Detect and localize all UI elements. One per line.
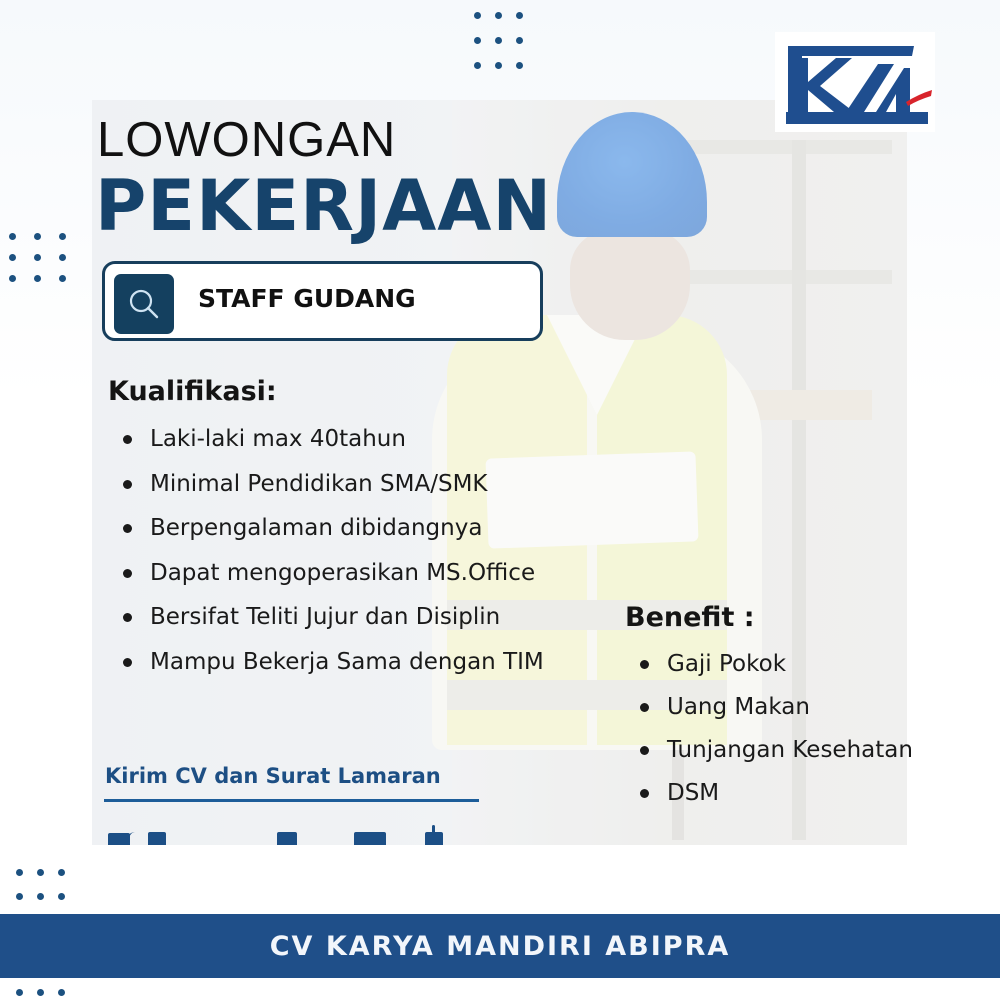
benefit-item: Gaji Pokok <box>625 649 913 692</box>
bottom-spacer <box>92 845 907 914</box>
dot-pattern-left <box>9 233 66 282</box>
qualification-item: Berpengalaman dibidangnya <box>108 513 544 558</box>
benefit-item: Uang Makan <box>625 692 913 735</box>
dot-pattern-top <box>474 12 523 69</box>
position-box <box>102 261 543 341</box>
qualifications-heading: Kualifikasi: <box>108 376 277 407</box>
footer-band <box>0 914 1000 978</box>
qualification-item: Bersifat Teliti Jujur dan Disiplin <box>108 602 544 647</box>
company-logo-icon <box>784 44 934 126</box>
search-icon-box <box>114 274 174 334</box>
call-to-action: Kirim CV dan Surat Lamaran <box>105 764 441 788</box>
headline-pekerjaan: PEKERJAAN <box>95 165 553 247</box>
benefits-heading: Benefit : <box>625 602 755 633</box>
qualification-item: Minimal Pendidikan SMA/SMK <box>108 469 544 514</box>
qualification-item: Dapat mengoperasikan MS.Office <box>108 558 544 603</box>
company-name: CV KARYA MANDIRI ABIPRA <box>269 930 731 962</box>
qualifications-list <box>108 424 544 691</box>
headline-lowongan: LOWONGAN <box>97 113 397 167</box>
cta-underline <box>104 799 479 802</box>
position-label: STAFF GUDANG <box>198 284 416 313</box>
benefit-item: Tunjangan Kesehatan <box>625 735 913 778</box>
search-icon <box>127 287 161 321</box>
benefit-item: DSM <box>625 778 913 821</box>
benefits-list <box>625 649 913 821</box>
qualification-item: Laki-laki max 40tahun <box>108 424 544 469</box>
qualification-item: Mampu Bekerja Sama dengan TIM <box>108 647 544 692</box>
